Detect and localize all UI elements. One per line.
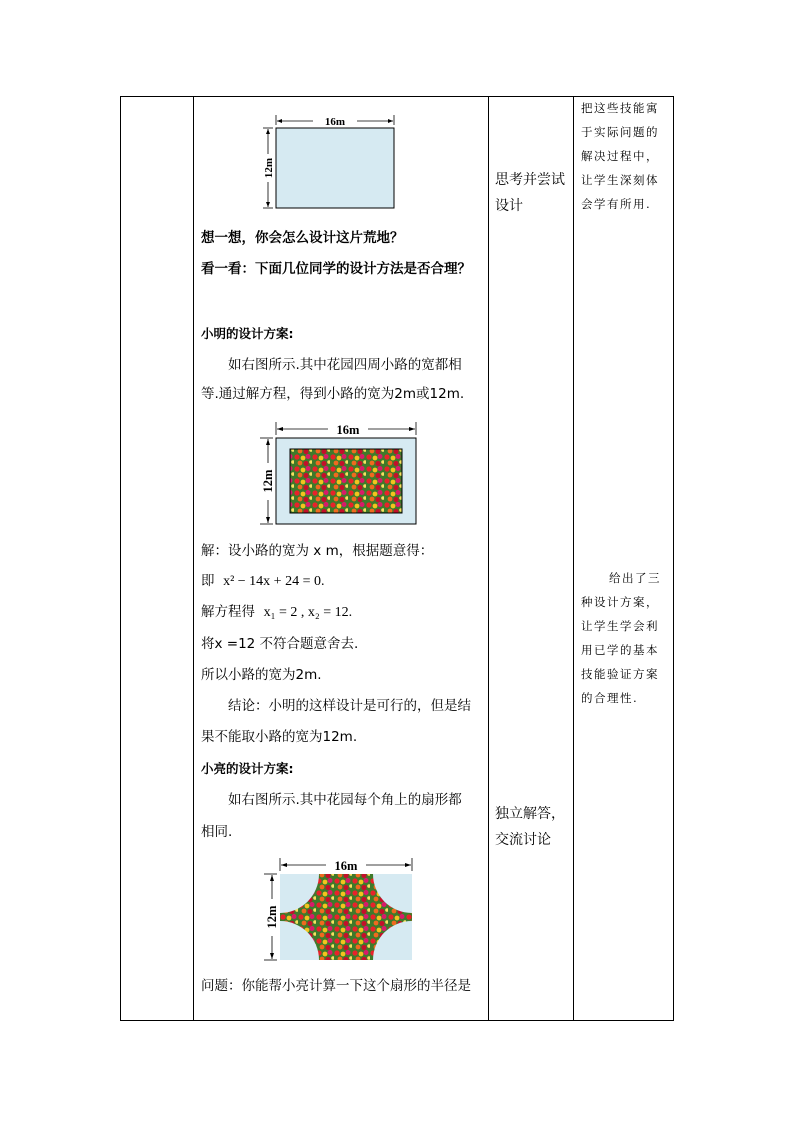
tulip-garden <box>290 449 402 513</box>
height-label: 12m <box>263 157 275 179</box>
width-label: 16m <box>324 116 346 128</box>
xiaoming-text-line2: 等.通过解方程，得到小路的宽为2m或12m. <box>201 386 465 402</box>
column-divider-3 <box>573 97 574 1020</box>
column-divider-1 <box>193 97 194 1020</box>
width-label: 16m <box>334 859 358 873</box>
xiaoming-text-line1: 如右图所示.其中花园四周小路的宽都相 <box>228 357 462 373</box>
xiaoming-garden-diagram <box>258 418 422 528</box>
design-note-1: 把这些技能寓于实际问题的解决过程中，让学生深刻体会学有所用. <box>581 101 659 211</box>
xiaoliang-title: 小亮的设计方案: <box>201 761 294 776</box>
design-note-2: 给出了三种设计方案，让学生学会利用已学的基本技能验证方案的合理性. <box>581 571 661 705</box>
height-label: 12m <box>261 469 275 493</box>
roots-line: 解方程得 x₁ = 2 , x₂ = 12. <box>201 604 353 620</box>
width-label: 16m <box>336 423 360 437</box>
question-line: 问题：你能帮小亮计算一下这个扇形的半径是 <box>201 978 471 994</box>
equation: x² − 14x + 24 = 0. <box>223 574 325 589</box>
equation-line: 即 x² − 14x + 24 = 0. <box>201 573 325 589</box>
column-divider-2 <box>488 97 489 1020</box>
conclusion-line2: 果不能取小路的宽为12m. <box>201 729 358 745</box>
discard-root: 将x =12 不符合题意舍去. <box>201 636 359 652</box>
height-label: 12m <box>265 905 279 929</box>
xiaoliang-text-line1: 如右图所示.其中花园每个角上的扇形都 <box>228 792 462 808</box>
conclusion-line1: 结论：小明的这样设计是可行的，但是结 <box>228 698 471 714</box>
field-diagram <box>262 112 402 212</box>
xiaoliang-garden-diagram <box>262 854 422 964</box>
xiaoming-title: 小明的设计方案: <box>201 326 294 341</box>
look-prompt: 看一看：下面几位同学的设计方法是否合理？ <box>201 261 471 277</box>
think-prompt: 想一想，你会怎么设计这片荒地？ <box>201 230 404 246</box>
answer-line: 所以小路的宽为2m. <box>201 667 322 683</box>
roots: x₁ = 2 , x₂ = 12. <box>263 605 353 620</box>
activity-solve-discuss: 独立解答， 交流讨论 <box>495 806 565 848</box>
xiaoliang-text-line2: 相同. <box>201 824 233 840</box>
field-rect <box>276 128 394 208</box>
solve-setup: 解：设小路的宽为 x m，根据题意得： <box>201 543 434 559</box>
activity-think-design: 思考并尝试 设计 <box>495 172 565 214</box>
